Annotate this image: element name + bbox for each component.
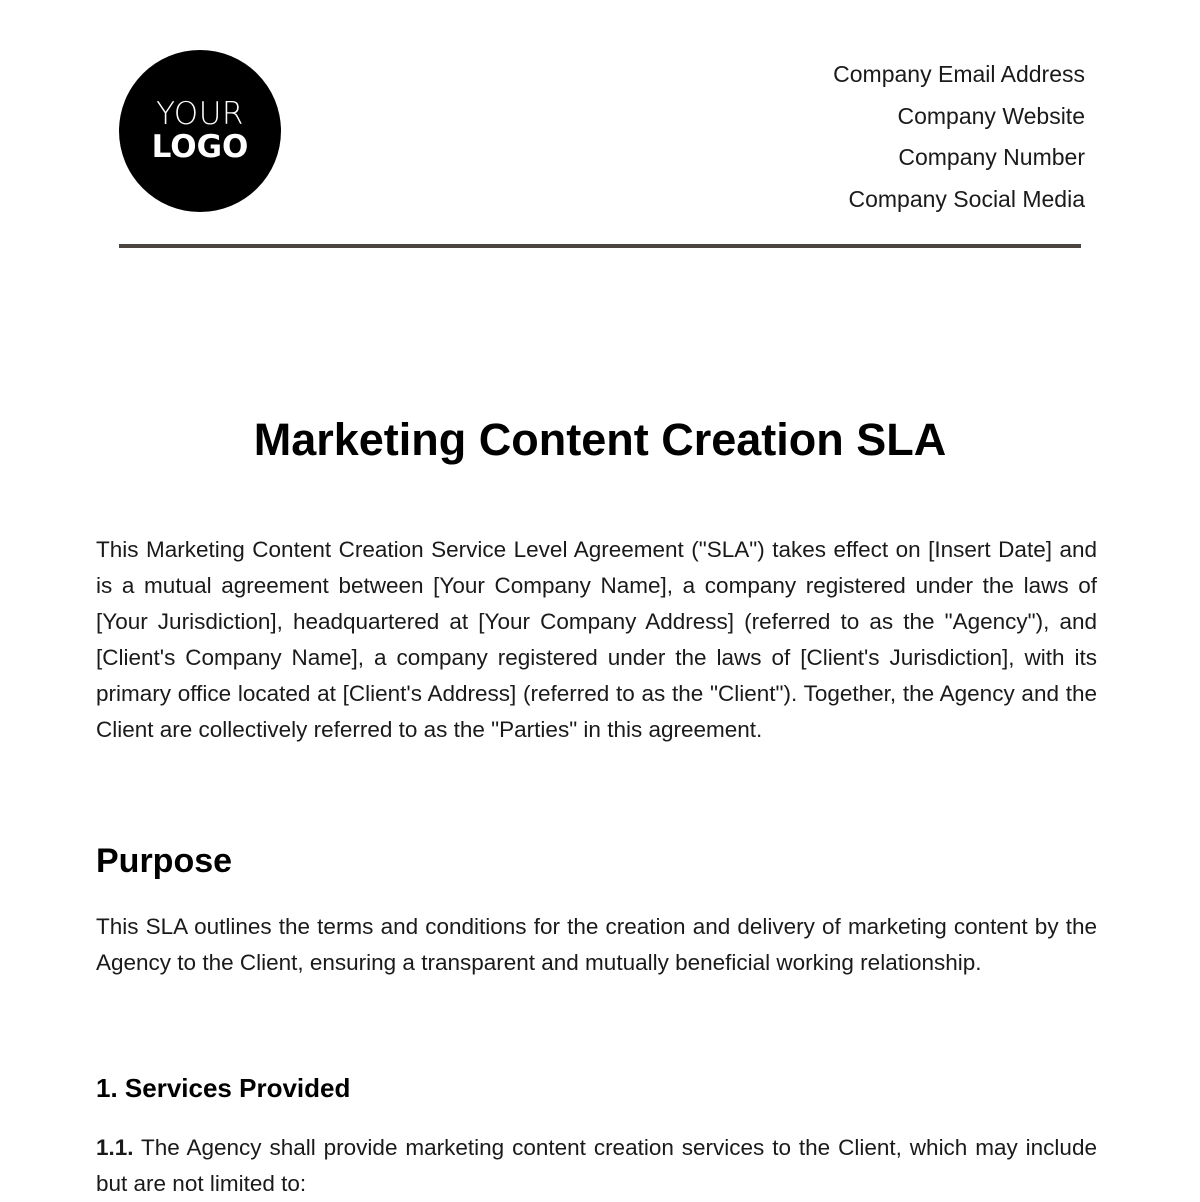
document-title: Marketing Content Creation SLA xyxy=(253,414,947,465)
purpose-heading: Purpose xyxy=(96,842,233,880)
intro-paragraph: This Marketing Content Creation Service Level Agreement ("SLA") takes effect on [Insert Date] and is a mutual agreement between [Your Company Name], a company registered under the laws of [Your Jurisdiction], headquartered at [Your Company Address] (referred to as the "Agency"), and [Client's Company Name], a company registered under the laws of [Client's Jurisdiction], with its primary office located at [Client's Address] (referred to as the "Client"). Together, the Agency and the Client are collectively referred to as the "Parties" in this agreement. xyxy=(96,537,1097,742)
clause-1-1 xyxy=(96,1130,1097,1202)
services-heading: 1. Services Provided xyxy=(96,1073,351,1103)
company-social-media: Company Social Media xyxy=(848,186,1085,213)
purpose-paragraph: This SLA outlines the terms and conditions for the creation and delivery of marketing content by the Agency to the Client, ensuring a transparent and mutually beneficial working relationship. xyxy=(96,914,1097,975)
company-website: Company Website xyxy=(897,102,1085,129)
clause-1-1-text: The Agency shall provide marketing content creation services to the Client, which may include but are not limited to: xyxy=(96,1135,1097,1196)
logo-text-logo: LOGO xyxy=(151,129,249,165)
company-email: Company Email Address xyxy=(833,61,1085,87)
company-contact-block xyxy=(833,54,1085,221)
clause-1-1-number: 1.1. xyxy=(96,1135,134,1160)
logo-text-your: YOUR xyxy=(156,96,244,132)
company-number: Company Number xyxy=(898,144,1085,171)
company-logo xyxy=(119,50,281,212)
header-divider xyxy=(119,244,1081,248)
